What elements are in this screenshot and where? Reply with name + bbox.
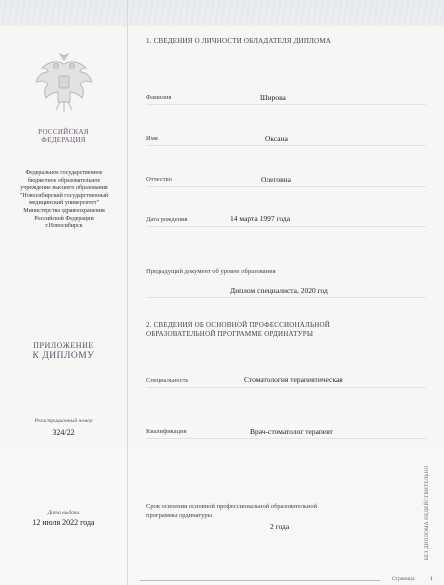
divider bbox=[146, 438, 426, 439]
issuer-line: Федеральное государственное bbox=[25, 170, 103, 176]
program-term-value: 2 года bbox=[270, 522, 290, 531]
qualification-label: Квалификация bbox=[146, 428, 187, 435]
section2-title bbox=[146, 321, 330, 339]
double-headed-eagle-emblem bbox=[34, 50, 94, 114]
issuer-line: г.Новосибирск bbox=[45, 223, 83, 230]
country-name-line2: ФЕДЕРАЦИЯ bbox=[41, 136, 86, 144]
previous-document-value: Диплом специалиста, 2020 год bbox=[230, 286, 328, 295]
issuer-line: "Новосибирский государственный bbox=[19, 192, 109, 199]
section2-title-line1: 2. СВЕДЕНИЯ ОБ ОСНОВНОЙ ПРОФЕССИОНАЛЬНОЙ bbox=[146, 321, 330, 329]
divider bbox=[146, 387, 426, 388]
supplement-title-line1: ПРИЛОЖЕНИЕ bbox=[33, 341, 94, 350]
page-number: 1 bbox=[430, 576, 433, 582]
issuer-line: Министерства здравоохранения bbox=[23, 207, 105, 214]
divider bbox=[146, 104, 426, 105]
issuer-line: учреждение высшего образования bbox=[20, 185, 108, 192]
divider bbox=[146, 226, 426, 227]
section2-title-line2: ОБРАЗОВАТЕЛЬНОЙ ПРОГРАММЕ ОРДИНАТУРЫ bbox=[146, 330, 314, 338]
left-column bbox=[0, 0, 127, 585]
divider bbox=[146, 297, 426, 298]
side-security-text: БЕЗ ДИПЛОМА НЕДЕЙСТВИТЕЛЬНО bbox=[425, 465, 430, 560]
program-term-label bbox=[146, 502, 317, 520]
right-column bbox=[128, 0, 444, 585]
patronymic-label: Отчество bbox=[146, 176, 172, 183]
page-label: Страница bbox=[392, 576, 415, 582]
supplement-title-line2: К ДИПЛОМУ bbox=[32, 351, 95, 361]
issuer-line: бюджетное образовательное bbox=[27, 177, 101, 184]
footer-line bbox=[140, 580, 380, 581]
program-term-label-line1: Срок освоения основной профессиональной образовательной bbox=[146, 503, 318, 510]
specialty-value: Стоматология терапевтическая bbox=[244, 375, 343, 384]
surname-label: Фамилия bbox=[146, 94, 172, 101]
surname-value: Широва bbox=[260, 93, 286, 102]
section1-title: 1. СВЕДЕНИЯ О ЛИЧНОСТИ ОБЛАДАТЕЛЯ ДИПЛОМА bbox=[146, 37, 332, 45]
registration-number: 324/22 bbox=[52, 428, 75, 437]
country-name-line1: РОССИЙСКАЯ bbox=[38, 128, 89, 136]
patronymic-value: Олеговна bbox=[261, 175, 292, 184]
birth-date-label: Дата рождения bbox=[146, 216, 188, 223]
issuer-block bbox=[14, 170, 114, 231]
issue-date-label: Дата выдачи bbox=[47, 510, 80, 516]
issuer-line: медицинский университет" bbox=[29, 200, 99, 207]
program-term-label-line2: программы ординатуры bbox=[146, 512, 213, 519]
specialty-label: Специальность bbox=[146, 377, 189, 384]
issuer-line: Российской Федерации bbox=[34, 215, 94, 222]
birth-date-value: 14 марта 1997 года bbox=[230, 214, 291, 223]
divider bbox=[146, 186, 426, 187]
name-value: Оксана bbox=[265, 134, 288, 143]
registration-number-label: Регистрационный номер bbox=[34, 418, 93, 424]
divider bbox=[146, 145, 426, 146]
name-label: Имя bbox=[146, 135, 158, 142]
qualification-value: Врач-стоматолог терапевт bbox=[250, 427, 333, 436]
previous-document-label: Предыдущий документ об уровне образования bbox=[146, 268, 276, 275]
issue-date: 12 июля 2022 года bbox=[32, 518, 95, 527]
